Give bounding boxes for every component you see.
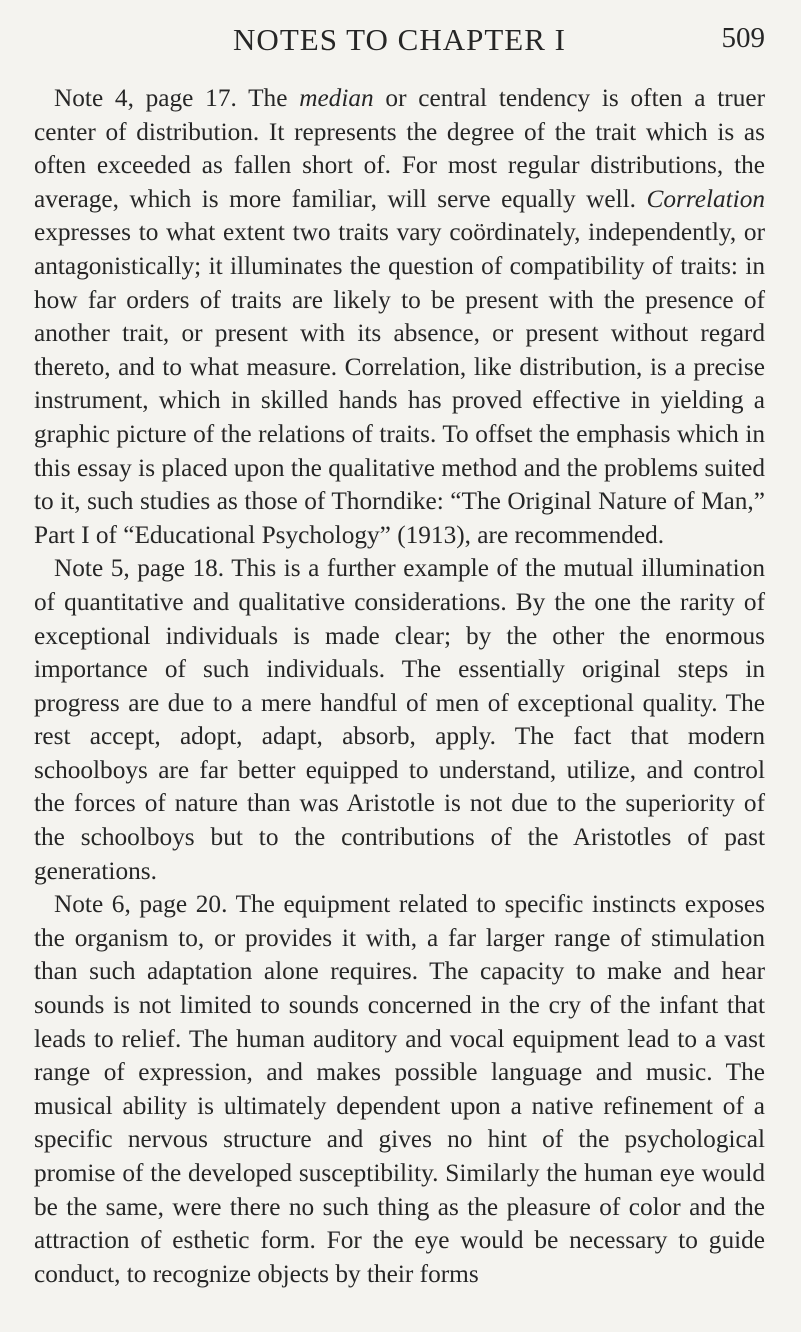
note-4-text-a: Note 4, page 17. The (54, 84, 300, 112)
page-number: 509 (721, 22, 765, 54)
book-page (0, 14, 801, 1332)
note-4-paragraph (34, 82, 765, 552)
note-4-text-c: expresses to what extent two traits vary coördinately, independently, or antagonistically; it illuminates the question of compatibility of traits: in how far orders of traits are likely to be present with the presence of another trait, or present with its absence, or present without regard thereto, and to what measure. Correlation, like distribution, is a precise instrument, which in skilled hands has proved effective in yielding a graphic picture of the relations of traits. To offset the emphasis which in this essay is placed upon the qualitative method and the problems suited to it, such studies as those of Thorndike: “The Original Nature of Man,” Part I of “Educational Psychology” (1913), are recommended. (34, 218, 765, 549)
term-correlation: Correlation (646, 184, 765, 213)
running-head (34, 14, 765, 70)
running-title: NOTES TO CHAPTER I (233, 22, 566, 57)
note-4-text-b: or central tendency is often a truer center of distribution. It represents the degree of the trait which is as often exceeded as fallen short of. For most regular distributions, the average, which is more familiar, will serve equally well. (34, 84, 765, 213)
note-6-paragraph: Note 6, page 20. The equipment related to specific instincts exposes the organism to, or provides it with, a far larger range of stimulation than such adaptation alone requires. The capacity to make and hear sounds is not limited to sounds concerned in the cry of the infant that leads to relief. The human auditory and vocal equipment lead to a vast range of expression, and makes possible language and music. The musical ability is ultimately dependent upon a native refinement of a specific nervous structure and gives no hint of the psychological promise of the developed susceptibility. Similarly the human eye would be the same, were there no such thing as the pleasure of color and the attraction of esthetic form. For the eye would be necessary to guide conduct, to recognize objects by their forms (34, 890, 765, 1288)
notes-body (34, 82, 765, 1291)
note-5-paragraph: Note 5, page 18. This is a further example of the mutual illumination of quantitative and qualitative considerations. By the one the rarity of exceptional individuals is made clear; by the other the enormous importance of such individuals. The essentially original steps in progress are due to a mere handful of men of exceptional quality. The rest accept, adopt, adapt, absorb, apply. The fact that modern schoolboys are far better equipped to understand, utilize, and control the forces of nature than was Aristotle is not due to the superiority of the schoolboys but to the contributions of the Aristotles of past generations. (34, 554, 765, 885)
term-median: median (299, 84, 374, 112)
